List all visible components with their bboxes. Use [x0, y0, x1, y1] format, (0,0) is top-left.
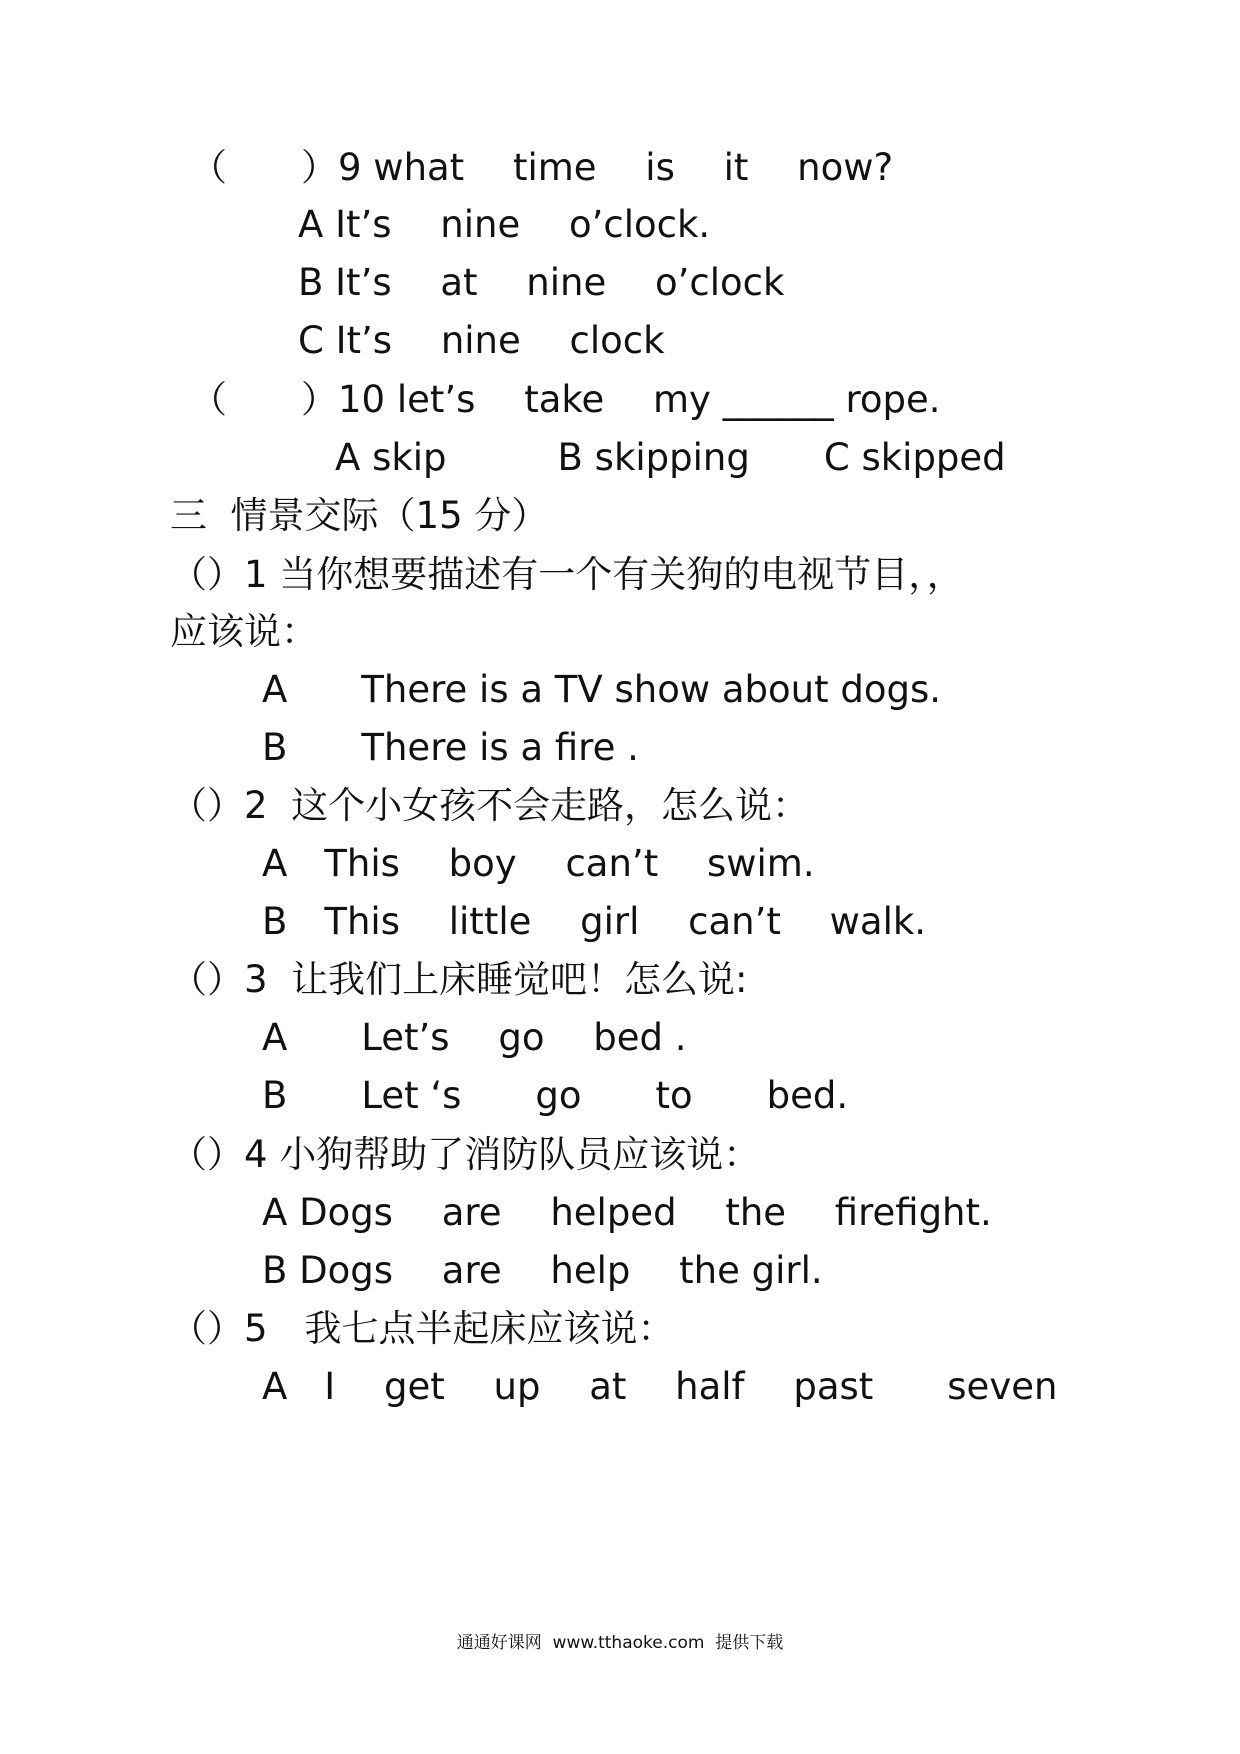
item-2-prompt: （）2 这个小女孩不会走路，怎么说： — [170, 784, 810, 827]
question-9-option-b: B It’s at nine o’clock — [298, 261, 785, 304]
question-9-stem: （ ）9 what time is it now? — [190, 146, 894, 189]
item-4-option-b: B Dogs are help the girl. — [262, 1249, 823, 1292]
item-5-option-a: A I get up at half past seven — [262, 1365, 1058, 1408]
item-2-option-a: A This boy can’t swim. — [262, 842, 815, 885]
item-1-prompt: （）1 当你想要描述有一个有关狗的电视节目，， — [170, 553, 964, 596]
item-1-option-a: A There is a TV show about dogs. — [262, 668, 942, 711]
question-10-stem: （ ）10 let’s take my ______ rope. — [190, 378, 941, 421]
item-1-prompt-cont: 应该说： — [170, 610, 318, 653]
item-3-prompt: （）3 让我们上床睡觉吧！怎么说: — [170, 958, 748, 1001]
item-2-option-b: B This little girl can’t walk. — [262, 900, 927, 943]
item-4-option-a: A Dogs are helped the firefight. — [262, 1191, 992, 1234]
item-1-option-b: B There is a fire . — [262, 726, 639, 769]
question-9-option-a: A It’s nine o’clock. — [298, 203, 711, 246]
page-footer: 通通好课网 www.tthaoke.com 提供下载 — [456, 1633, 784, 1653]
item-3-option-b: B Let ‘s go to bed. — [262, 1074, 849, 1117]
section-3-heading: 三 情景交际（15 分） — [170, 494, 549, 537]
question-10-options: A skip B skipping C skipped — [335, 436, 1006, 479]
item-3-option-a: A Let’s go bed . — [262, 1016, 687, 1059]
question-9-option-c: C It’s nine clock — [298, 319, 665, 362]
item-4-prompt: （）4 小狗帮助了消防队员应该说： — [170, 1133, 761, 1176]
item-5-prompt: （）5 我七点半起床应该说： — [170, 1307, 675, 1350]
